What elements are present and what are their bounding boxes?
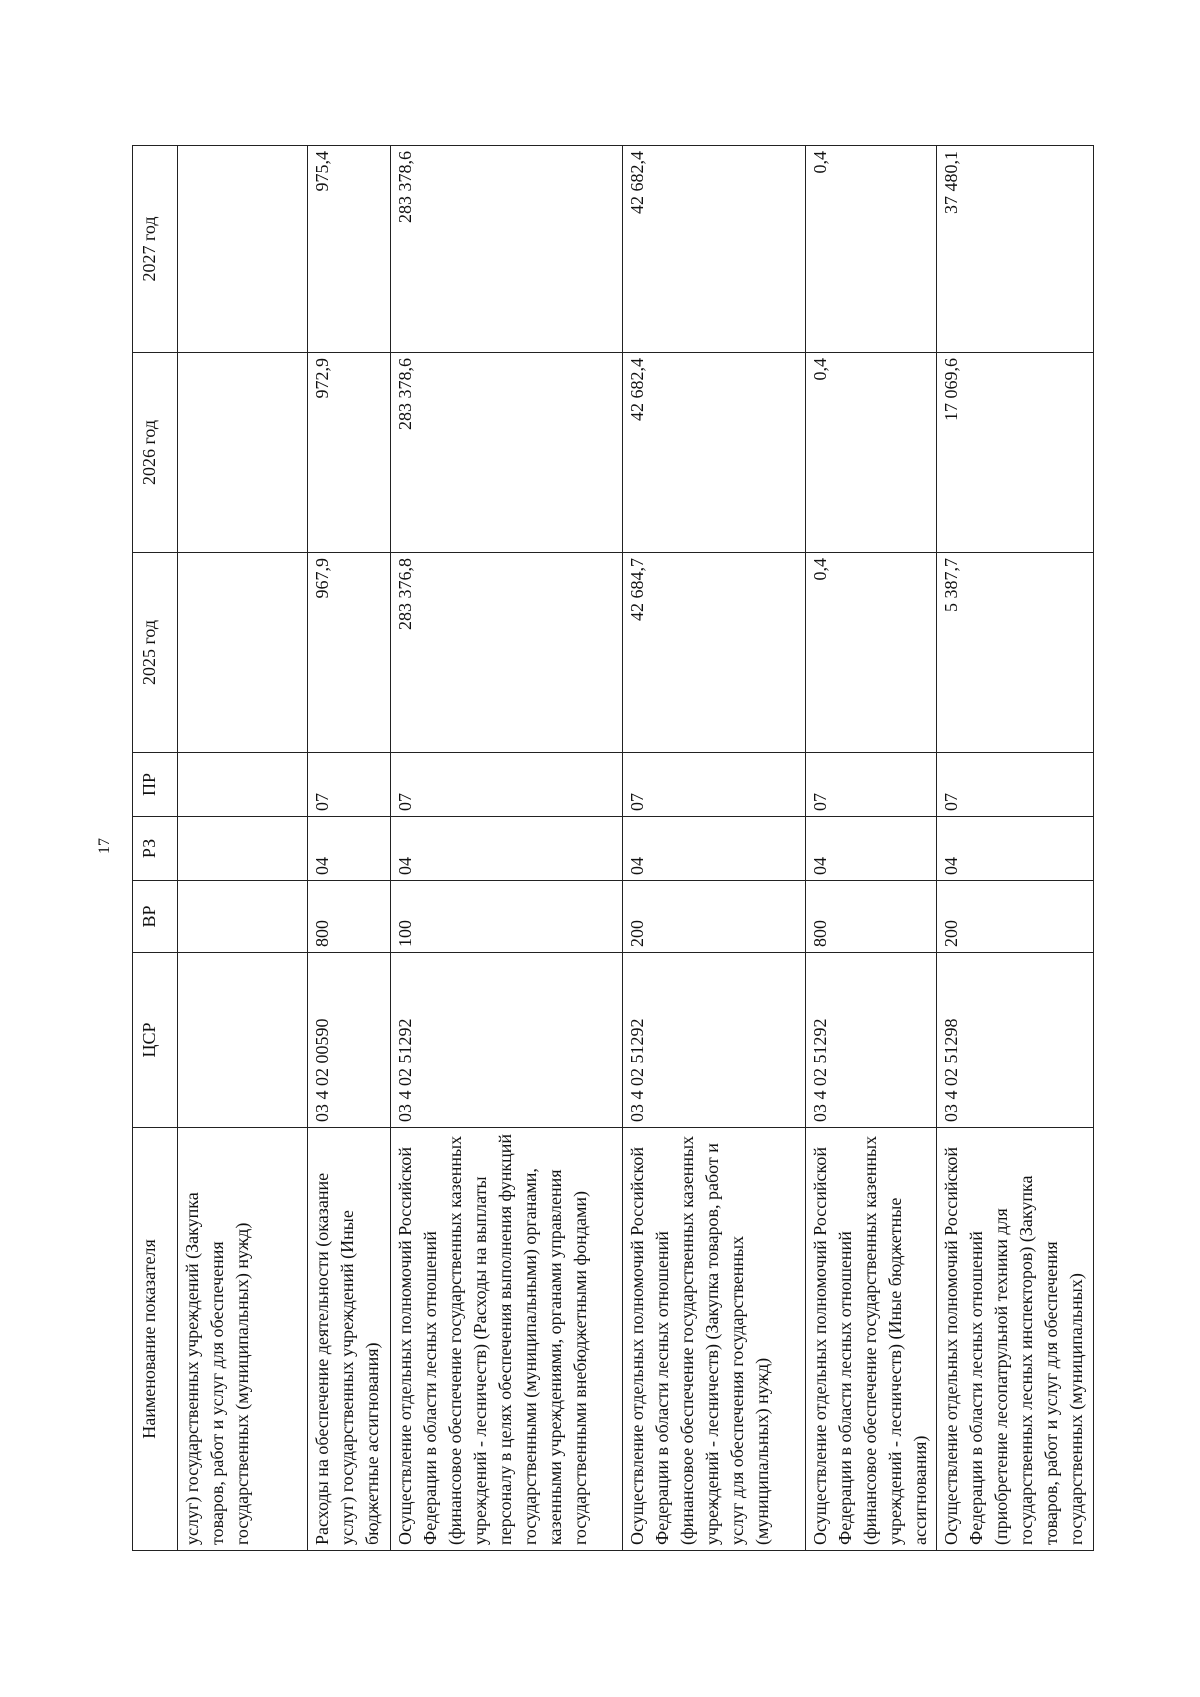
header-2026: 2026 год (132, 352, 177, 552)
cell-vr (177, 880, 307, 952)
header-pr: ПР (132, 752, 177, 816)
cell-pr: 07 (805, 752, 936, 816)
cell-pr: 07 (622, 752, 805, 816)
cell-2025 (177, 552, 307, 752)
cell-rz: 04 (936, 816, 1093, 880)
cell-2026: 0,4 (805, 352, 936, 552)
cell-csr: 03 4 02 51292 (622, 952, 805, 1127)
header-rz: РЗ (132, 816, 177, 880)
cell-vr: 800 (307, 880, 390, 952)
cell-name: Осуществление отдельных полномочий Российской Федерации в области лесных отношений (финансовое обеспечение государственных казенных учреждений - лесничеств) (Иные бюджетные ассигнования) (805, 1127, 936, 1550)
cell-rz: 04 (805, 816, 936, 880)
table-row (805, 145, 936, 1550)
table-row (390, 145, 622, 1550)
page-number: 17 (96, 838, 113, 854)
cell-2026: 17 069,6 (936, 352, 1093, 552)
cell-2025: 283 376,8 (390, 552, 622, 752)
table-row (307, 145, 390, 1550)
table-row (936, 145, 1093, 1550)
cell-2026: 283 378,6 (390, 352, 622, 552)
header-vr: ВР (132, 880, 177, 952)
cell-rz: 04 (307, 816, 390, 880)
cell-pr: 07 (307, 752, 390, 816)
cell-csr: 03 4 02 51292 (390, 952, 622, 1127)
cell-2025: 967,9 (307, 552, 390, 752)
cell-name: услуг) государственных учреждений (Закупка товаров, работ и услуг для обеспечения государственных (муниципальных) нужд) (177, 1127, 307, 1550)
cell-2026: 972,9 (307, 352, 390, 552)
header-2025: 2025 год (132, 552, 177, 752)
cell-pr (177, 752, 307, 816)
cell-vr: 800 (805, 880, 936, 952)
cell-vr: 100 (390, 880, 622, 952)
cell-csr (177, 952, 307, 1127)
cell-2025: 5 387,7 (936, 552, 1093, 752)
cell-2027: 37 480,1 (936, 145, 1093, 352)
cell-rz: 04 (622, 816, 805, 880)
cell-csr: 03 4 02 51298 (936, 952, 1093, 1127)
table-row (177, 145, 307, 1550)
header-2027: 2027 год (132, 145, 177, 352)
cell-name: Осуществление отдельных полномочий Российской Федерации в области лесных отношений (финансовое обеспечение государственных казенных учреждений - лесничеств) (Расходы на выплаты персоналу в целях обеспечения выполнения функций государственными (муниципальными) органами, казенными учреждениями, органами управления государственными внебюджетными фондами) (390, 1127, 622, 1550)
cell-name: Осуществление отдельных полномочий Российской Федерации в области лесных отношений (финансовое обеспечение государственных казенных учреждений - лесничеств) (Закупка товаров, работ и услуг для обеспечения государственных (муниципальных) нужд) (622, 1127, 805, 1550)
cell-2026: 42 682,4 (622, 352, 805, 552)
cell-2027: 0,4 (805, 145, 936, 352)
cell-2026 (177, 352, 307, 552)
cell-2025: 0,4 (805, 552, 936, 752)
cell-pr: 07 (390, 752, 622, 816)
cell-rz: 04 (390, 816, 622, 880)
cell-pr: 07 (936, 752, 1093, 816)
cell-vr: 200 (936, 880, 1093, 952)
budget-table (132, 145, 1094, 1551)
cell-rz (177, 816, 307, 880)
table-row (622, 145, 805, 1550)
cell-name: Расходы на обеспечение деятельности (оказание услуг) государственных учреждений (Иные бюджетные ассигнования) (307, 1127, 390, 1550)
header-csr: ЦСР (132, 952, 177, 1127)
cell-name: Осуществление отдельных полномочий Российской Федерации в области лесных отношений (приобретение лесопатрульной техники для государственных лесных инспекторов) (Закупка товаров, работ и услуг для обеспечения государственных (муниципальных) (936, 1127, 1093, 1550)
cell-2027: 283 378,6 (390, 145, 622, 352)
cell-vr: 200 (622, 880, 805, 952)
cell-csr: 03 4 02 51292 (805, 952, 936, 1127)
budget-table-container (132, 146, 1086, 1551)
cell-2027: 42 682,4 (622, 145, 805, 352)
header-name: Наименование показателя (132, 1127, 177, 1550)
table-header (132, 145, 177, 1550)
cell-2025: 42 684,7 (622, 552, 805, 752)
cell-csr: 03 4 02 00590 (307, 952, 390, 1127)
cell-2027: 975,4 (307, 145, 390, 352)
cell-2027 (177, 145, 307, 352)
